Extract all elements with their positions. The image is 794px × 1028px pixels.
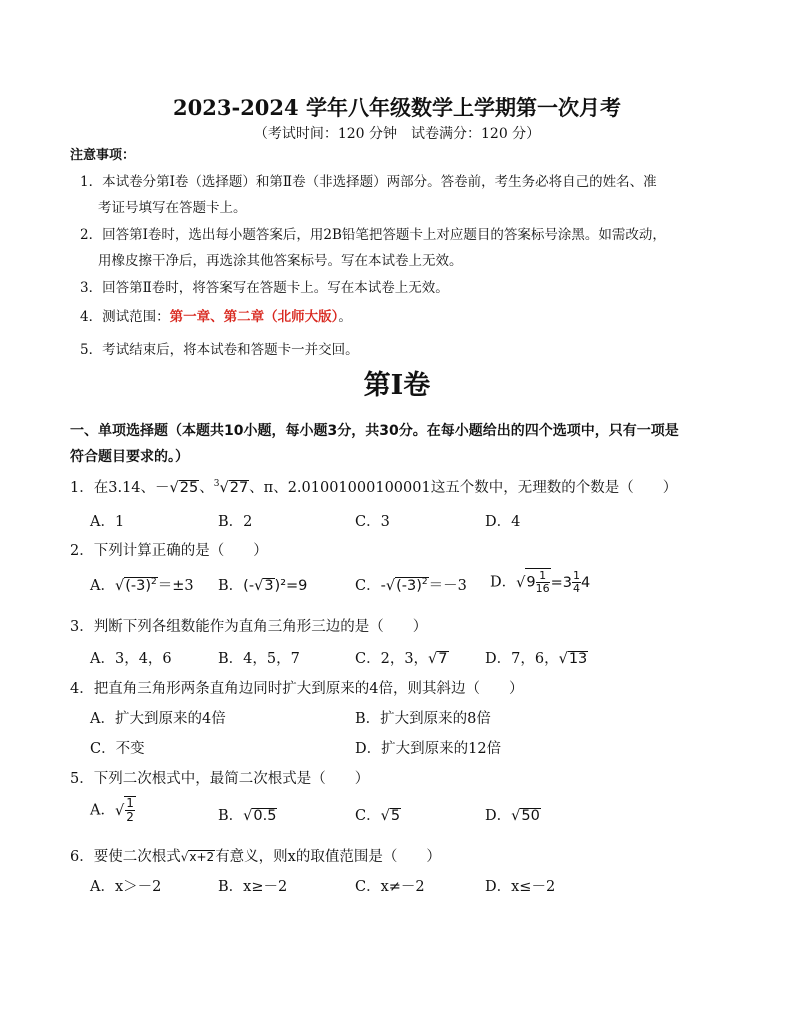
option-a[interactable]: A．$√(-3)^2=\pm 3$ [90,577,194,594]
option-d[interactable]: D．4 [485,514,521,530]
sqrt-expr: √x+2 [180,850,215,864]
notice-text: 考试结束后，将本试卷和答题卡一并交回。 [102,342,359,358]
question-number: 5． [70,771,94,787]
question-5 [70,767,369,788]
option-b[interactable]: B．x≥－2 [218,879,288,895]
volume-title: 第Ⅰ卷 [363,370,431,401]
notice-num: 3． [80,280,103,296]
section-heading-cont: 符合题目要求的。） [70,449,189,465]
option-a[interactable]: A．扩大到原来的4倍 [90,711,226,727]
question-stem: 把直角三角形两条直角边同时扩大到原来的4倍，则其斜边（ ） [93,681,524,697]
notice-text: 本试卷分第Ⅰ卷（选择题）和第Ⅱ卷（非选择题）两部分。答卷前，考生务必将自己的姓名、准 [102,174,657,190]
notice-item-5 [80,338,359,358]
question-stem: 要使二次根式 [93,849,181,865]
notice-item-2 [80,223,666,243]
option-c[interactable]: C．3 [355,514,390,530]
option-b[interactable]: B．√0.5 [218,808,277,824]
option-c[interactable]: C．$-√(-3)^2=-3$ [355,577,467,594]
option-a[interactable]: A．3，4，6 [90,651,172,667]
question-number: 6． [70,849,94,865]
notice-num: 4． [80,309,103,325]
question-stem: 在3.14、－ [93,480,170,496]
option-c[interactable]: C．2，3，√7 [355,651,448,667]
option-a[interactable]: A．x＞－2 [90,879,162,895]
question-6 [70,845,441,866]
notice-heading: 注意事项： [70,148,136,163]
notice-item-2-cont: 用橡皮擦干净后，再选涂其他答案标号。写在本试卷上无效。 [98,253,463,269]
question-stem: 、π、2.01001000100001这五个数中，无理数的个数是（ ） [249,480,678,496]
option-d[interactable]: D．7，6，√13 [485,651,588,667]
notice-text: 。 [338,309,352,325]
question-1: 1．在3.14、－√25、$^3$√27、π、2.01001000100001这五个数中，无理数的个数是（ ） [70,479,678,496]
question-stem: 下列二次根式中，最简二次根式是（ ） [93,771,370,787]
option-b[interactable]: B．(-√3)²=9 [218,578,308,594]
notice-text: 测试范围： [102,309,170,325]
question-stem: 判断下列各组数能作为直角三角形三边的是（ ） [93,619,428,635]
test-scope-highlight: 第一章、第二章（北师大版） [169,309,339,325]
question-stem: 有意义，则x的取值范围是（ ） [215,849,441,865]
question-2 [70,539,268,560]
notice-num: 1． [80,174,103,190]
question-4 [70,677,523,698]
cbrt-expr: √27 [219,480,249,496]
option-d[interactable]: D．√50 [485,808,540,824]
exam-subtitle: （考试时间：120 分钟 试卷满分：120 分） [253,126,541,142]
page-title: 2023-2024 学年八年级数学上学期第一次月考 [173,95,621,120]
option-a[interactable]: A．√ $\frac{1}{2}$ [90,796,134,825]
option-b[interactable]: B．扩大到原来的8倍 [355,711,491,727]
root-index: 3 [213,479,220,490]
question-number: 3． [70,619,94,635]
notice-text: 回答第Ⅰ卷时，选出每小题答案后，用2B铅笔把答题卡上对应题目的答案标号涂黑。如需改动， [102,227,666,243]
question-number: 2． [70,543,94,559]
notice-item-1 [80,170,657,190]
option-c[interactable]: C．x≠－2 [355,879,425,895]
option-b[interactable]: B．2 [218,514,253,530]
option-d[interactable]: D．x≤－2 [485,879,556,895]
notice-text: 回答第Ⅱ卷时，将答案写在答题卡上。写在本试卷上无效。 [102,280,449,296]
option-d[interactable]: D．扩大到原来的12倍 [355,741,502,757]
section-heading: 一、单项选择题（本题共10小题，每小题3分，共30分。在每小题给出的四个选项中，只有一项是 [70,423,679,439]
notice-num: 2． [80,227,103,243]
sqrt-expr: √25 [169,480,199,496]
question-stem: 下列计算正确的是（ ） [93,543,268,559]
notice-item-3 [80,276,449,296]
notice-num: 5． [80,342,103,358]
option-c[interactable]: C．不变 [90,741,145,757]
option-a[interactable]: A．1 [90,514,125,530]
option-b[interactable]: B．4，5，7 [218,651,300,667]
option-c[interactable]: C．√5 [355,808,401,824]
notice-item-4 [80,305,352,325]
notice-item-1-cont: 考证号填写在答题卡上。 [98,200,247,216]
question-number: 4． [70,681,94,697]
question-3 [70,615,427,636]
question-number: 1． [70,480,94,496]
option-d[interactable]: D．√9 $\frac{1}{16}$ =3 $\frac{1}{4}$ 4 [490,569,591,596]
